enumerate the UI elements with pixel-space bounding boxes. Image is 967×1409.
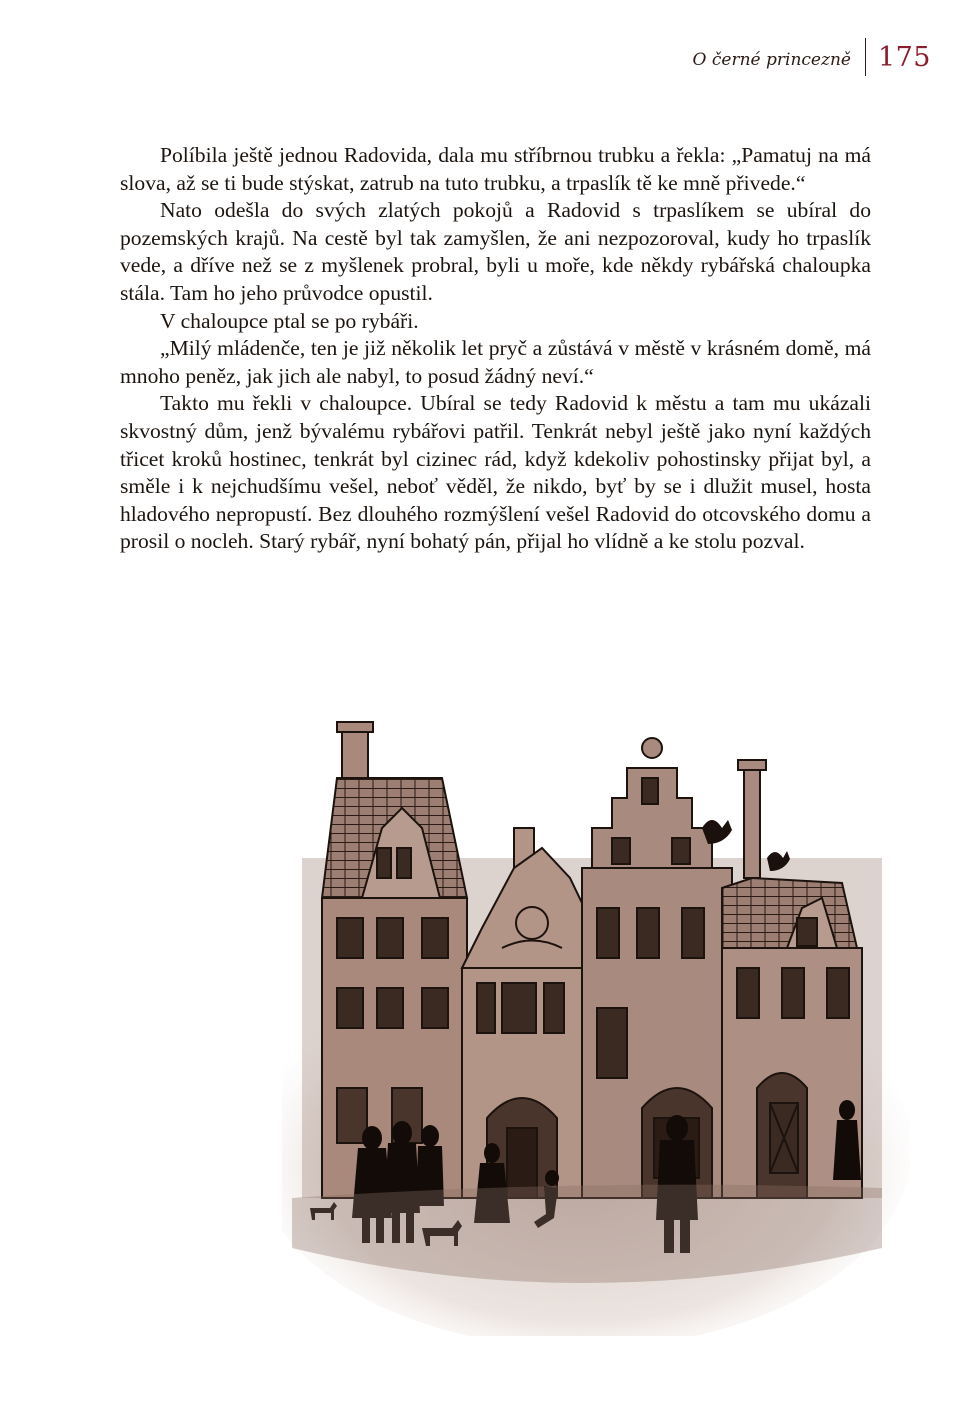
body-text [120,142,871,556]
running-title: O černé princezně [692,50,851,70]
paragraph: „Milý mládenče, ten je již několik let pryč a zůstává v městě v krásném domě, má mnoho peněz, jak jich ale nabyl, to posud žádný neví.“ [120,336,871,388]
header-divider [865,38,866,76]
paragraph: Nato odešla do svých zlatých pokojů a Radovid s trpaslíkem se ubíral do pozemských krajů. Na cestě byl tak zamyšlen, že ani nezpozoroval, kudy ho trpaslík vede, a dříve než se z myšlenek probral, byli u moře, kde někdy rybářská chaloupka stála. Tam ho jeho průvodce opustil. [120,198,871,305]
running-header [693,38,931,76]
paragraph: V chaloupce ptal se po rybáři. [160,308,419,333]
paragraph: Takto mu řekli v chaloupce. Ubíral se tedy Radovid k městu a tam mu ukázali skvostný dům, jenž bývalému rybářovi patřil. Tenkrát nebyl ještě jako nyní každých třicet kroků hostinec, tenkrát byl cizinec rád, když kdekoliv pohostinsky přijat byl, a směle i k nejchudšímu vešel, neboť věděl, že nikdo, byť by se i dlužit musel, hosta hladového nepropustí. Bez dlouhého rozmýšlení vešel Radovid do otcovského domu a prosil o nocleh. Starý rybář, nyní bohatý pán, přijal ho vlídně a ke stolu pozval. [120,391,871,554]
page-number: 175 [877,41,931,73]
paragraph: Políbila ještě jednou Radovida, dala mu stříbrnou trubku a řekla: „Pamatuj na má slova, až se ti bude stýskat, zatrub na tuto trubku, a trpaslík tě ke mně přivede.“ [120,143,871,195]
town-houses-illustration [282,708,910,1336]
central-house [582,738,732,1198]
